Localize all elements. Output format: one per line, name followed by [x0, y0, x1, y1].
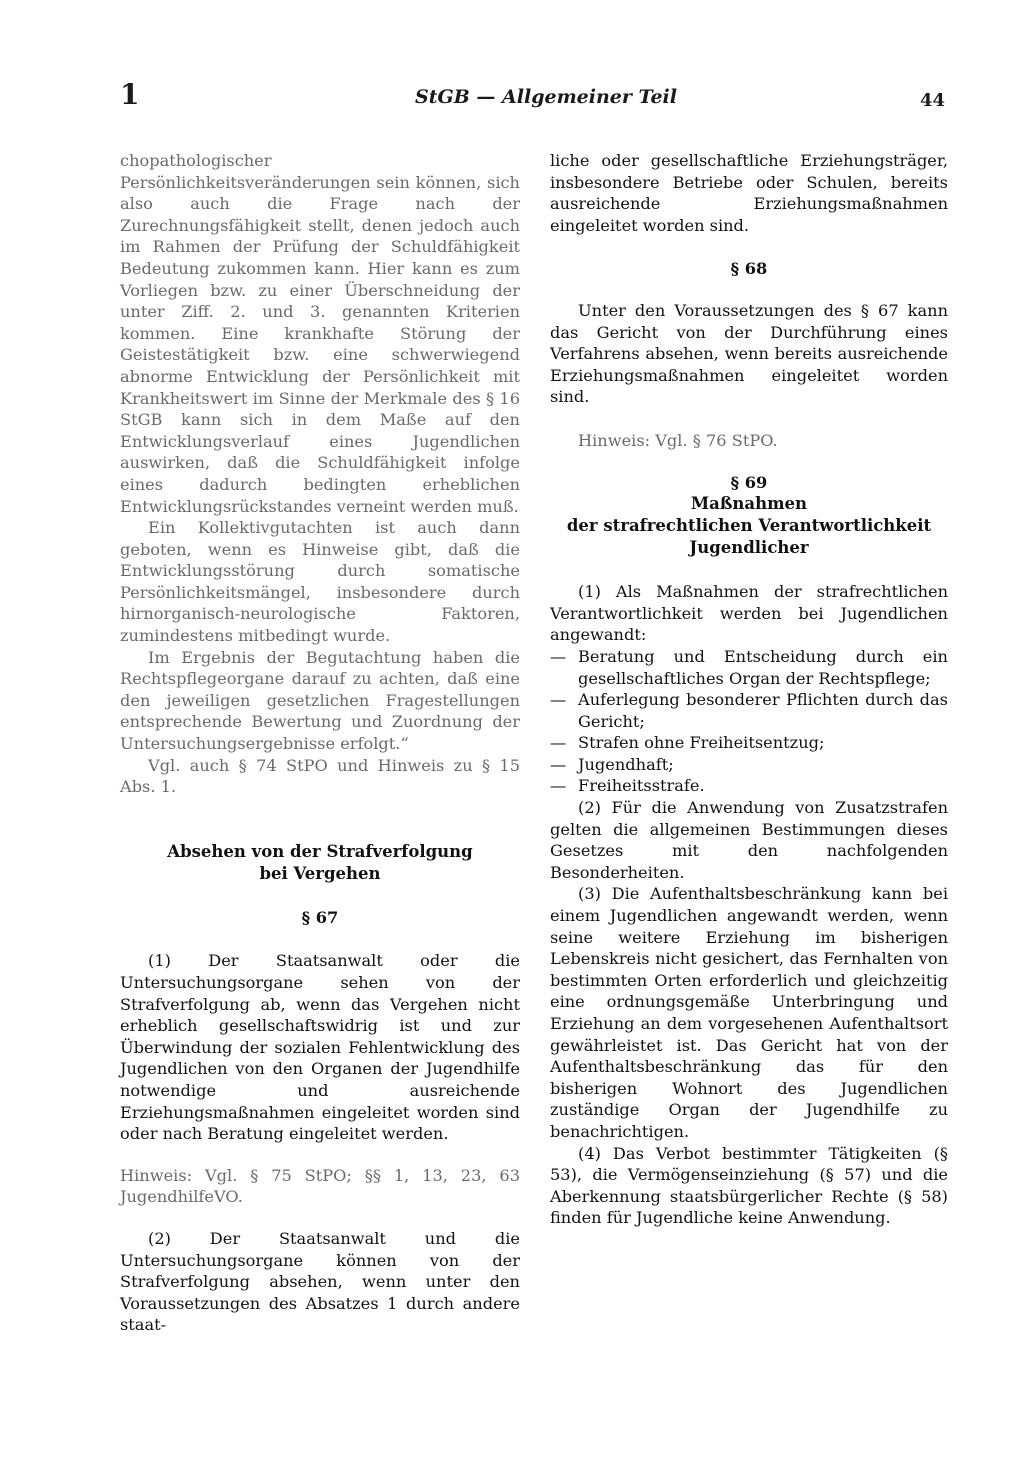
measures-list	[550, 646, 948, 797]
page-number: 44	[920, 90, 946, 111]
hint-note: Hinweis: Vgl. § 75 StPO; §§ 1, 13, 23, 63 JugendhilfeVO.	[120, 1165, 520, 1207]
page-header	[0, 78, 1024, 118]
right-column	[550, 150, 948, 1229]
section-heading: Absehen von der Strafverfolgung	[167, 841, 473, 861]
section-number-69: § 69	[730, 472, 768, 492]
statute-paragraph: (4) Das Verbot bestimmter Tätigkeiten (§ 53), die Vermögenseinziehung (§ 57) und die Aberkennung staatsbürgerlicher Rechte (§ 58) finden für Jugendliche keine Anwendung.	[550, 1143, 948, 1228]
list-item: — Strafen ohne Freiheitsentzug;	[550, 733, 825, 753]
left-column	[120, 150, 520, 1336]
list-item: — Beratung und Entscheidung durch ein gesellschaftliches Organ der Rechtspflege;	[550, 646, 948, 688]
statute-paragraph: (1) Der Staatsanwalt oder die Untersuchungsorgane sehen von der Strafverfolgung ab, wenn das Vergehen nicht erheblich gesellschaftswidrig ist und zur Überwindung der sozialen Fehlentwicklung des Jugendlichen von den Organen der Jugendhilfe notwendige und ausreichende Erziehungsmaßnahmen eingeleitet worden sind oder nach Beratung eingeleitet werden.	[120, 951, 520, 1144]
section-heading: bei Vergehen	[259, 863, 381, 883]
section-title: Maßnahmen	[690, 494, 808, 514]
list-item: — Jugendhaft;	[550, 754, 674, 774]
statute-paragraph: (3) Die Aufenthaltsbeschränkung kann bei einem Jugendlichen angewandt werden, wenn seine weitere Erziehung im bisherigen Lebenskreis nicht gesichert, das Fernhalten von bestimmten Orten erforderlich und gleichzeitig eine ordnungsgemäße Unterbringung und Erziehung an dem vorgesehenen Aufenthaltsort gewährleistet ist. Das Gericht hat von der Aufenthaltsbeschränkung das für den bisherigen Wohnort des Jugendlichen zuständige Organ der Jugendhilfe zu benachrichtigen.	[550, 884, 948, 1141]
statute-paragraph: liche oder gesellschaftliche Erziehungsträger, insbesondere Betriebe oder Schulen, bereits ausreichende Erziehungsmaßnahmen eingeleitet worden sind.	[550, 151, 948, 235]
commentary-paragraph: Im Ergebnis der Begutachtung haben die Rechtspflegeorgane darauf zu achten, daß eine den jeweiligen gesetzlichen Fragestellungen entsprechende Bewertung und Zuordnung der Untersuchungsergebnisse erfolgt.“	[120, 647, 520, 754]
chapter-number: 1	[120, 78, 140, 111]
statute-paragraph: (1) Als Maßnahmen der strafrechtlichen Verantwortlichkeit werden bei Jugendlichen angewandt:	[550, 582, 948, 645]
hint-note: Hinweis: Vgl. § 76 StPO.	[578, 430, 778, 450]
section-title: Jugendlicher	[689, 538, 809, 558]
list-item: — Freiheitsstrafe.	[550, 776, 705, 796]
cross-reference: Vgl. auch § 74 StPO und Hinweis zu § 15 Abs. 1.	[120, 755, 520, 797]
list-item: — Auferlegung besonderer Pflichten durch das Gericht;	[550, 690, 948, 731]
commentary-paragraph: Ein Kollektivgutachten ist auch dann geboten, wenn es Hinweise gibt, daß die Entwicklungsstörung durch somatische Persönlichkeitsmängel, insbesondere durch hirnorganisch-neurologische Faktoren, zumindestens mitbedingt wurde.	[120, 518, 520, 646]
section-number-67: § 67	[301, 907, 339, 927]
statute-paragraph: (2) Der Staatsanwalt und die Untersuchungsorgane können von der Strafverfolgung absehen, wenn unter den Voraussetzungen des Absatzes 1 durch andere staat-	[120, 1228, 520, 1335]
running-title: StGB — Allgemeiner Teil	[415, 86, 677, 108]
statute-paragraph: Unter den Voraussetzungen des § 67 kann das Gericht von der Durchführung eines Verfahrens absehen, wenn bereits ausreichende Erziehungsmaßnahmen eingeleitet worden sind.	[550, 300, 948, 407]
section-title: der strafrechtlichen Verantwortlichkeit	[566, 516, 932, 536]
statute-paragraph: (2) Für die Anwendung von Zusatzstrafen gelten die allgemeinen Bestimmungen dieses Gesetzes mit den nachfolgenden Besonderheiten.	[550, 798, 948, 882]
section-number-68: § 68	[730, 259, 768, 279]
commentary-paragraph: chopathologischer Persönlichkeitsveränderungen sein können, sich also auch die Frage nach der Zurechnungsfähigkeit stellt, denen jedoch auch im Rahmen der Prüfung der Schuldfähigkeit Bedeutung zukommen kann. Hier kann es zum Vorliegen bzw. zu einer Überschneidung der unter Ziff. 2. und 3. genannten Kriterien kommen. Eine krankhafte Störung der Geistestätigkeit bzw. eine schwerwiegend abnorme Entwicklung der Persönlichkeit mit Krankheitswert im Sinne der Merkmale des § 16 StGB kann sich in dem Maße auf den Entwicklungsverlauf eines Jugendlichen auswirken, daß die Schuldfähigkeit infolge eines dadurch bedingten erheblichen Entwicklungsrückstandes verneint werden muß.	[120, 151, 520, 516]
